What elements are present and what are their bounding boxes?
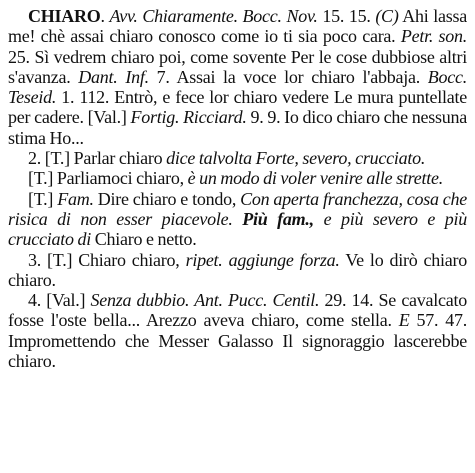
citation: Bocc. Teseid.: [8, 66, 467, 108]
entry-paragraph-sense-2: [8, 148, 467, 168]
text: Chiaro e netto.: [90, 229, 197, 250]
definition: Con aperta franchezza, cosa che risica di non esser piacevole.: [8, 188, 468, 229]
text: Dire chiaro e tondo,: [93, 188, 241, 209]
entry-paragraph-sense-4: [8, 290, 467, 371]
quote-text: Ahi lassa me! chè assai chiaro conosco come io ti sia poco cara.: [8, 6, 467, 47]
text: [T.]: [28, 188, 58, 209]
text: 3. [T.] Chiaro chiaro,: [28, 249, 186, 270]
register-label: Fam.: [57, 188, 94, 209]
grammar-and-citation: Avv. Chiaramente. Bocc. Nov.: [109, 6, 318, 26]
text: 15. 15.: [317, 6, 376, 26]
text: [T.] Parliamoci chiaro,: [28, 168, 188, 189]
citation: Petr. son.: [400, 26, 468, 47]
quote-text: 9. 9. Io dico chiaro che nessuna stima Ho...: [8, 107, 467, 148]
citation: Fortig. Ricciard.: [130, 107, 247, 128]
entry-paragraph-definition: [8, 6, 467, 148]
register-label-bold: Più fam.,: [242, 208, 324, 229]
definition-and-citation: Senza dubbio. Ant. Pucc. Centil.: [90, 290, 320, 311]
headword: CHIARO: [28, 6, 101, 26]
quote-text: 7. Assai la voce lor chiaro l'abbaja.: [148, 66, 428, 87]
citation: Dant. Inf.: [78, 66, 149, 87]
definition: dice talvolta Forte, severo, crucciato.: [166, 148, 426, 169]
quote-text: 57. 47. Impromettendo che Messer Galasso Il signoraggio lascerebbe chiaro.: [8, 310, 467, 372]
definition: è un modo di voler venire alle strette.: [187, 168, 443, 189]
definition: ripet. aggiunge forza.: [185, 249, 340, 270]
definition: e più severo e più crucciato di: [8, 208, 467, 250]
entry-paragraph-sense-2-example: [8, 168, 467, 188]
quote-text: 29. 14. Se cavalcato fosse l'oste bella... Arezzo aveva chiaro, come stella.: [8, 290, 468, 331]
text: 2. [T.] Parlar chiaro: [28, 148, 167, 169]
text: .: [100, 6, 110, 26]
text: Ve lo dirò chiaro chiaro.: [8, 249, 468, 290]
entry-paragraph-sense-3: [8, 250, 467, 291]
text: 4. [Val.]: [28, 290, 91, 311]
citation: E: [398, 310, 410, 331]
quote-text: 1. 112. Entrò, e fece lor chiaro vedere Le mura puntellate per cadere. [Val.]: [8, 87, 467, 128]
source-marker: (C): [375, 6, 399, 26]
quote-text: 25. Sì vedrem chiaro poi, come sovente Per le cose dubbiose altri s'avanza.: [8, 46, 467, 87]
entry-paragraph-fam: [8, 189, 467, 250]
